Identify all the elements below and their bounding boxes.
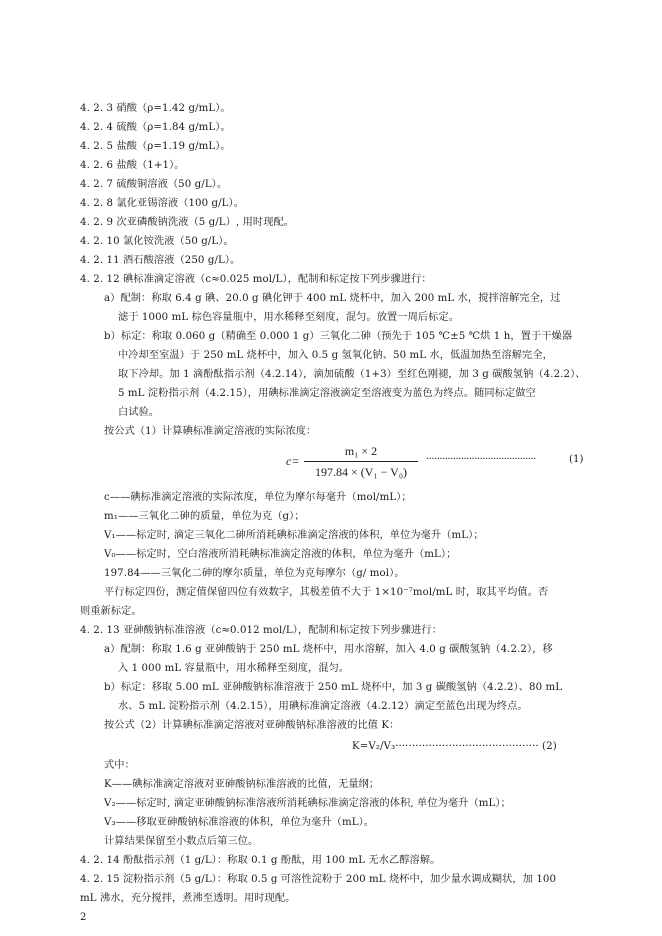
formula-denominator: 197.84 × (V₁ − V₀) [314, 465, 407, 479]
item-4-2-6: 4. 2. 6 盐酸（1+1）。 [80, 160, 185, 171]
item-4-2-3: 4. 2. 3 硝酸（ρ=1.42 g/mL）。 [80, 103, 231, 114]
para-line: 按公式（2）计算碘标准滴定溶液对亚砷酸钠标准溶液的比值 K： [104, 720, 400, 731]
formula-lhs: c= [286, 454, 300, 468]
para-line: 滤于 1000 mL 棕色容量瓶中，用水稀释至刻度，混匀。放置一周后标定。 [118, 312, 460, 323]
para-line: a）配制：称取 1.6 g 亚砷酸钠于 250 mL 烧杯中，用水溶解，加入 4.0 g 碳酸氢钠（4.2.2），移 [104, 644, 553, 655]
para-line: b）标定：移取 5.00 mL 亚砷酸钠标准溶液于 250 mL 烧杯中，加 3 g 碳酸氢钠（4.2.2）、80 mL [104, 682, 563, 693]
para-line: 水、5 mL 淀粉指示剂（4.2.15），用碘标准滴定溶液（4.2.12）滴定至蓝色出现为终点。 [118, 701, 528, 712]
symbol-v0: V₀——标定时，空白溶液所消耗碘标准滴定溶液的体积，单位为毫升（mL）； [104, 549, 457, 560]
fraction-bar [304, 461, 418, 462]
para-line: mL 沸水，充分搅拌，煮沸至透明。用时现配。 [80, 893, 296, 904]
item-4-2-15: 4. 2. 15 淀粉指示剂（5 g/L）：称取 0.5 g 可溶性淀粉于 200 mL 烧杯中，加少量水调成糊状，加 100 [80, 874, 557, 885]
item-4-2-7: 4. 2. 7 硫酸铜溶液（50 g/L）。 [80, 179, 228, 190]
symbol-k: K——碘标准滴定溶液对亚砷酸钠标准溶液的比值，无量纲； [104, 779, 380, 790]
item-4-2-5: 4. 2. 5 盐酸（ρ=1.19 g/mL）。 [80, 141, 231, 152]
symbol-molar-mass: 197.84——三氧化二砷的摩尔质量，单位为克每摩尔（g/ mol）。 [104, 568, 405, 579]
item-4-2-13: 4. 2. 13 亚砷酸钠标准溶液（c≈0.012 mol/L），配制和标定按下列步骤进行： [80, 625, 443, 636]
para-line: 入 1 000 mL 容量瓶中，用水稀释至刻度，混匀。 [118, 663, 350, 674]
para-line: 5 mL 淀粉指示剂（4.2.15），用碘标准滴定溶液滴定至溶液变为蓝色为终点。随同标定做空 [118, 388, 536, 399]
symbol-v2: V₂——标定时, 滴定亚砷酸钠标准溶液所消耗碘标准滴定溶液的体积, 单位为毫升（mL）； [104, 798, 511, 809]
symbol-m1: m₁——三氧化二砷的质量，单位为克（g）； [104, 511, 305, 522]
symbol-c: c——碘标准滴定溶液的实际浓度，单位为摩尔每毫升（mol/mL）； [104, 492, 412, 503]
equation-number: (1) [569, 454, 584, 465]
item-4-2-10: 4. 2. 10 氯化铵洗液（50 g/L）。 [80, 236, 234, 247]
item-4-2-9: 4. 2. 9 次亚磷酸钠洗液（5 g/L）, 用时现配。 [80, 217, 295, 228]
para-line: 白试验。 [118, 407, 160, 418]
para-line: 中冷却至室温）于 250 mL 烧杯中，加入 0.5 g 氢氧化钠、50 mL 水，低温加热至溶解完全， [118, 350, 553, 361]
para-line: 计算结果保留至小数点后第三位。 [104, 836, 259, 847]
formula-1 [286, 440, 596, 484]
para-line: 取下冷却。加 1 滴酚酞指示剂（4.2.14），滴加硫酸（1+3）至红色刚褪，加 3 g 碳酸氢钠（4.2.2）、 [118, 369, 586, 380]
item-4-2-8: 4. 2. 8 氯化亚锡溶液（100 g/L）。 [80, 198, 245, 209]
para-line: b）标定：称取 0.060 g（精确至 0.000 1 g）三氧化二砷（预先于 105 ℃±5 ℃烘 1 h，置于干燥器 [104, 331, 573, 342]
para-line: 式中： [104, 760, 135, 771]
formula-numerator: m₁ × 2 [344, 444, 378, 458]
page-number: 2 [80, 912, 87, 923]
symbol-v1: V₁——标定时, 滴定三氧化二砷所消耗碘标准滴定溶液的体积，单位为毫升（mL）； [104, 530, 484, 541]
item-4-2-12: 4. 2. 12 碘标准滴定溶液（c≈0.025 mol/L），配制和标定按下列步骤进行： [80, 274, 432, 285]
para-line: 按公式（1）计算碘标准滴定溶液的实际浓度： [104, 426, 317, 437]
item-4-2-4: 4. 2. 4 硫酸（ρ=1.84 g/mL）。 [80, 122, 231, 133]
item-4-2-11: 4. 2. 11 酒石酸溶液（250 g/L）。 [80, 255, 241, 266]
item-4-2-14: 4. 2. 14 酚酞指示剂（1 g/L）：称取 0.1 g 酚酞，用 100 mL 无水乙醇溶解。 [80, 855, 441, 866]
para-line: 则重新标定。 [80, 606, 142, 617]
formula-2: K=V₂/V₃··········································· (2) [352, 741, 557, 752]
para-line: 平行标定四份，测定值保留四位有效数字，其极差值不大于 1×10⁻⁷mol/mL 时，取其平均值。否 [104, 587, 549, 598]
leader-dots: ········································· [426, 454, 536, 465]
symbol-v3: V₃——移取亚砷酸钠标准溶液的体积，单位为毫升（mL）。 [104, 817, 375, 828]
para-line: a）配制：称取 6.4 g 碘、20.0 g 碘化钾于 400 mL 烧杯中，加入 200 mL 水，搅拌溶解完全，过 [104, 293, 561, 304]
